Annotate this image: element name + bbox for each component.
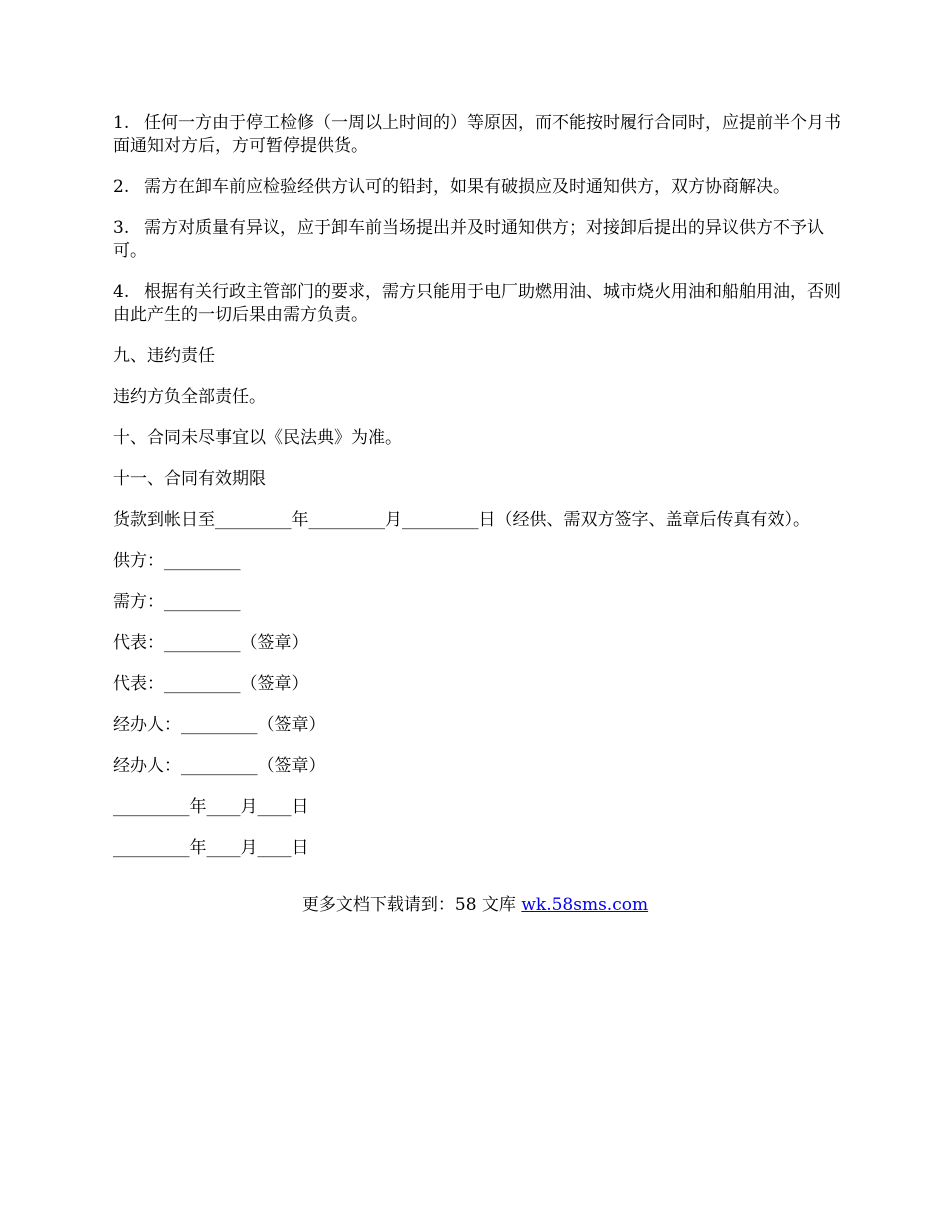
signature-date-2: _________年____月____日 bbox=[113, 838, 309, 858]
section-9-title: 九、违约责任 bbox=[113, 346, 215, 366]
signature-handler-1: 经办人：_________（签章） bbox=[113, 715, 326, 735]
validity-period: 货款到帐日至_________年_________月_________日（经供、需双方签字、盖章后传真有效）。 bbox=[113, 510, 810, 530]
clause-number: 4. bbox=[113, 282, 130, 302]
signature-buyer: 需方：_________ bbox=[113, 592, 241, 612]
clause-number: 1. bbox=[113, 113, 130, 133]
footer-text: 更多文档下载请到：58 文库 bbox=[301, 895, 522, 915]
clause-item-4 bbox=[113, 281, 843, 327]
clause-number: 3. bbox=[113, 218, 130, 238]
clause-text: 根据有关行政主管部门的要求，需方只能用于电厂助燃用油、城市烧火用油和船舶用油，否则由此产生的一切后果由需方负责。 bbox=[113, 282, 841, 325]
section-11-title: 十一、合同有效期限 bbox=[113, 469, 266, 489]
clause-text: 需方对质量有异议，应于卸车前当场提出并及时通知供方；对接卸后提出的异议供方不予认可。 bbox=[113, 218, 824, 261]
clause-text: 任何一方由于停工检修（一周以上时间的）等原因，而不能按时履行合同时，应提前半个月书面通知对方后，方可暂停提供货。 bbox=[113, 113, 841, 156]
download-footer bbox=[0, 894, 950, 917]
section-10: 十、合同未尽事宜以《民法典》为准。 bbox=[113, 428, 402, 448]
signature-representative-2: 代表：_________（签章） bbox=[113, 674, 309, 694]
clause-number: 2. bbox=[113, 177, 130, 197]
clause-item-3 bbox=[113, 217, 843, 263]
signature-date-1: _________年____月____日 bbox=[113, 797, 309, 817]
clause-text: 需方在卸车前应检验经供方认可的铅封，如果有破损应及时通知供方，双方协商解决。 bbox=[144, 177, 790, 197]
signature-representative-1: 代表：_________（签章） bbox=[113, 633, 309, 653]
footer-link[interactable]: wk.58sms.com bbox=[521, 895, 649, 915]
section-9-body: 违约方负全部责任。 bbox=[113, 387, 266, 407]
signature-supplier: 供方：_________ bbox=[113, 551, 241, 571]
clause-item-1 bbox=[113, 112, 843, 158]
document-body bbox=[113, 112, 843, 878]
clause-item-2 bbox=[113, 176, 843, 199]
signature-handler-2: 经办人：_________（签章） bbox=[113, 756, 326, 776]
